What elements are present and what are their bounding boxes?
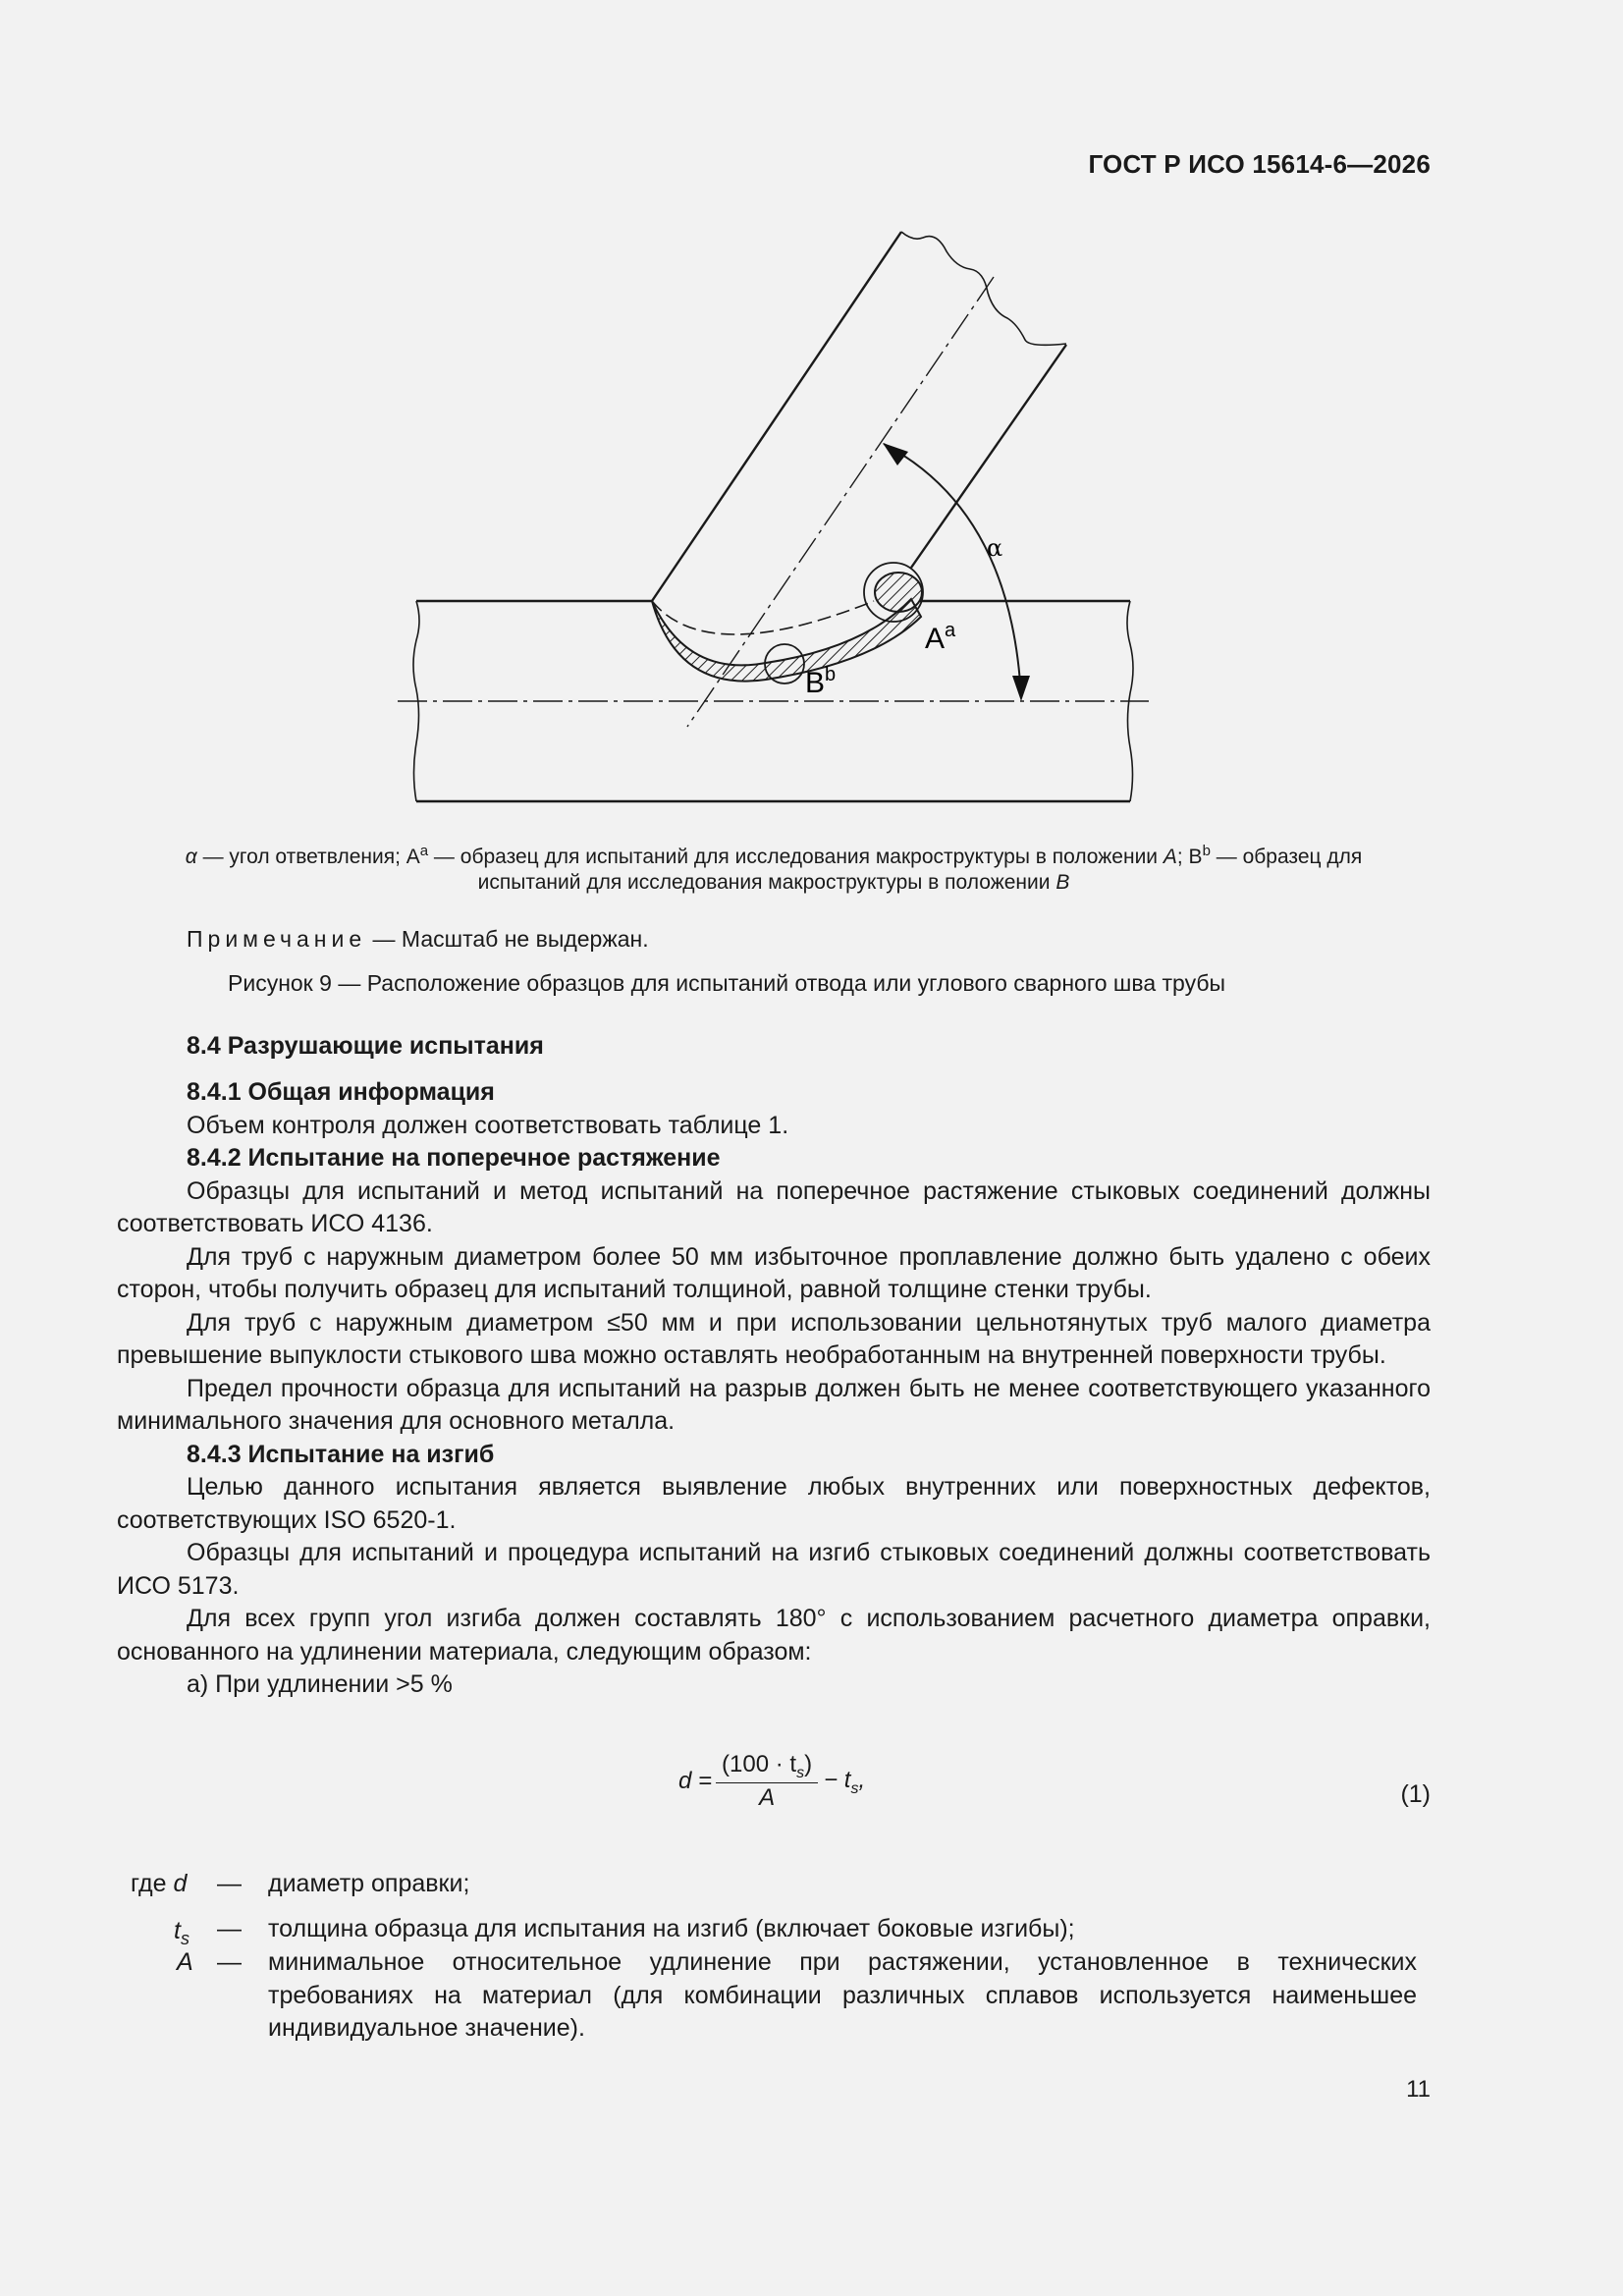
weld-bead (652, 599, 921, 682)
heading-8-4-3: 8.4.3 Испытание на изгиб (187, 1440, 495, 1468)
figure-legend (117, 839, 1431, 896)
branch-pipe-break (901, 232, 1066, 345)
figure-note (187, 926, 649, 953)
equation-number: (1) (1400, 1780, 1431, 1808)
formula-layout (677, 1751, 866, 1813)
where-text-A (268, 1946, 1417, 2046)
where-dash: — (217, 1870, 242, 1897)
specimen-B-label: $B^b$ (805, 664, 837, 699)
specimen-A-label: $A^a$ (925, 620, 956, 655)
paragraph: Для труб с наружным диаметром более 50 мм избыточное проплавление должно быть удалено с обеих сторон, чтобы получить образец для испытаний толщиной, равной толщине стенки трубы. (117, 1242, 1431, 1303)
where-text-A-line1: минимальное относительное удлинение при растяжении, установленное в технических (268, 1948, 1417, 1976)
alpha-label: α (987, 534, 1003, 562)
formula-denominator: A (759, 1783, 776, 1811)
where-symbol-A: A (177, 1948, 193, 1976)
note-text: — Масштаб не выдержан. (366, 926, 649, 952)
document-id: ГОСТ Р ИСО 15614-6—2026 (1088, 149, 1431, 179)
paragraph: Для всех групп угол изгиба должен составлять 180° с использованием расчетного диаметра оправки, основанного на удлинении материала, следующим образом: (117, 1605, 1431, 1666)
page-number: 11 (1406, 2076, 1431, 2103)
figure-caption: Рисунок 9 — Расположение образцов для испытаний отвода или углового сварного шва трубы (228, 970, 1226, 996)
paragraph: Целью данного испытания является выявление любых внутренних или поверхностных дефектов, соответствующих ISO 6520-1. (117, 1473, 1431, 1534)
where-text-ts: толщина образца для испытания на изгиб (включает боковые изгибы); (268, 1915, 1075, 1942)
paragraph: Для труб с наружным диаметром ≤50 мм и при использовании цельнотянутых труб малого диаметра превышение выпуклости стыкового шва можно оставлять необработанным на внутренней поверхности трубы. (117, 1308, 1431, 1369)
angle-arc (884, 444, 1021, 697)
heading-8-4-2: 8.4.2 Испытание на поперечное растяжение (187, 1144, 721, 1172)
angle-arrow-bottom (1012, 676, 1030, 701)
heading-8-4: 8.4 Разрушающие испытания (187, 1032, 544, 1060)
where-text-d: диаметр оправки; (268, 1870, 470, 1897)
paragraph: Объем контроля должен соответствовать таблице 1. (187, 1111, 789, 1139)
where-text-A-line3: индивидуальное значение). (268, 2014, 585, 2042)
legend-line-2: испытаний для исследования макроструктуры в положении B (477, 871, 1070, 894)
where-dash: — (217, 1915, 242, 1942)
weld-root-bulb (875, 573, 922, 612)
formula-tail: − $t_s$, (824, 1766, 866, 1797)
paragraph: Образцы для испытаний и метод испытаний на поперечное растяжение стыковых соединений должны соответствовать ИСО 4136. (117, 1176, 1431, 1237)
note-label: Примечание (187, 926, 367, 952)
paragraph: Предел прочности образца для испытаний на разрыв должен быть не менее соответствующего указанного минимального значения для основного металла. (117, 1374, 1431, 1435)
section-body (117, 1076, 1431, 1702)
angle-arrow-top (883, 443, 908, 465)
paragraph: Образцы для испытаний и процедура испытаний на изгиб стыковых соединений должны соответствовать ИСО 5173. (117, 1539, 1431, 1600)
formula-1 (677, 1751, 866, 1813)
where-row-d: где d (131, 1870, 188, 1897)
legend-line-1: α — угол ответвления; $A^a$ — образец для испытаний для исследования макроструктуры в положении A; $B^b$ — образец для (185, 843, 1363, 868)
formula-numerator: $(100 \cdot t_s)$ (716, 1751, 818, 1782)
list-item-a: а) При удлинении >5 % (187, 1670, 453, 1698)
intersection-line (652, 601, 874, 634)
formula-lhs: d = (678, 1768, 713, 1795)
branch-pipe-left-wall (652, 232, 901, 601)
heading-8-4-1: 8.4.1 Общая информация (187, 1078, 495, 1106)
figure-9-drawing (0, 0, 1623, 825)
where-symbol-ts: $t_s$ (174, 1917, 189, 1948)
where-dash: — (217, 1948, 242, 1976)
where-text-A-line2: требованиях на материал (для комбинации различных сплавов используется наименьшее (268, 1981, 1417, 2009)
